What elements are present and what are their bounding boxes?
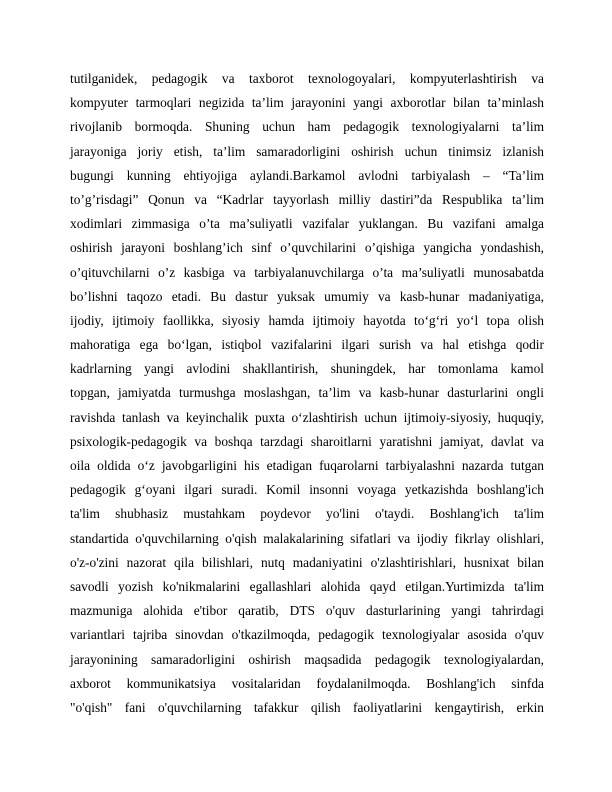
text-line: to’g’risdagi” Qonun va “Kadrlar tayyorlash milliy dastiri”da Respublika ta’lim bbox=[70, 191, 544, 207]
text-line: xodimlari zimmasiga o’ta ma’suliyatli vazifalar yuklangan. Bu vazifani amalga bbox=[70, 216, 544, 232]
text-line: kadrlarning yangi avlodini shakllantirish, shuningdek, har tomonlama kamol bbox=[70, 361, 544, 377]
text-line: "o'qish" fani o'quvchilarning tafakkur qilish faoliyatlarini kengaytirish, erkin bbox=[70, 699, 544, 715]
text-line: jarayoniga joriy etish, ta’lim samaradorligini oshirish uchun tinimsiz izlanish bbox=[70, 143, 544, 159]
text-line: bugungi kunning ehtiyojiga aylandi.Barkamol avlodni tarbiyalash – “Ta’lim bbox=[70, 167, 544, 183]
text-line: mahoratiga ega bo‘lgan, istiqbol vazifalarini ilgari surish va hal etishga qodir bbox=[70, 337, 544, 353]
text-line: ravishda tanlash va keyinchalik puxta o‘zlashtirish uchun ijtimoiy-siyosiy, huquqiy, bbox=[70, 409, 544, 425]
text-line: o’qituvchilarni o’z kasbiga va tarbiyalanuvchilarga o’ta ma’suliyatli munosabatda bbox=[70, 264, 544, 280]
text-line: axborot kommunikatsiya vositalaridan foydalanilmoqda. Boshlang'ich sinfda bbox=[70, 675, 544, 691]
text-line: tutilganidek, pedagogik va taxborot texnologoyalari, kompyuterlashtirish va bbox=[70, 71, 544, 86]
text-line: variantlari tajriba sinovdan o'tkazilmoqda, pedagogik texnologiyalar asosida o'quv bbox=[70, 627, 544, 643]
text-line: psixologik-pedagogik va boshqa tarzdagi sharoitlarni yaratishni jamiyat, davlat va bbox=[70, 433, 544, 449]
text-line: topgan, jamiyatda turmushga moslashgan, ta’lim va kasb-hunar dasturlarini ongli bbox=[70, 385, 544, 401]
text-line: o'z-o'zini nazorat qila bilishlari, nutq madaniyatini o'zlashtirishlari, husnixat bilan bbox=[70, 554, 544, 570]
text-line: mazmuniga alohida e'tibor qaratib, DTS o'quv dasturlarining yangi tahrirdagi bbox=[70, 603, 544, 619]
text-line: pedagogik g‘oyani ilgari suradi. Komil insonni voyaga yetkazishda boshlang'ich bbox=[70, 482, 544, 498]
text-line: oila oldida o‘z javobgarligini his etadigan fuqarolarni tarbiyalashni nazarda tutgan bbox=[70, 458, 544, 473]
text-line: standartida o'quvchilarning o'qish malakalarining sifatlari va ijodiy fikrlay olishlari, bbox=[70, 530, 544, 546]
text-line: bo’lishni taqozo etadi. Bu dastur yuksak umumiy va kasb-hunar madaniyatiga, bbox=[70, 288, 544, 304]
text-line: rivojlanib bormoqda. Shuning uchun ham pedagogik texnologiyalarni ta’lim bbox=[70, 119, 544, 135]
document-page bbox=[70, 67, 544, 720]
text-line: ta'lim shubhasiz mustahkam poydevor yo'lini o'taydi. Boshlang'ich ta'lim bbox=[70, 506, 544, 522]
body-paragraph bbox=[70, 67, 544, 720]
text-line: jarayonining samaradorligini oshirish maqsadida pedagogik texnologiyalardan, bbox=[70, 651, 544, 667]
text-line: kompyuter tarmoqlari negizida ta’lim jarayonini yangi axborotlar bilan ta’minlash bbox=[70, 95, 544, 111]
text-line: savodli yozish ko'nikmalarini egallashlari alohida qayd etilgan.Yurtimizda ta'lim bbox=[70, 578, 544, 594]
text-line: oshirish jarayoni boshlang’ich sinf o’quvchilarini o’qishiga yangicha yondashish, bbox=[70, 240, 544, 256]
text-line: ijodiy, ijtimoiy faollikka, siyosiy hamda ijtimoiy hayotda to‘g‘ri yo‘l topa olish bbox=[70, 312, 544, 328]
